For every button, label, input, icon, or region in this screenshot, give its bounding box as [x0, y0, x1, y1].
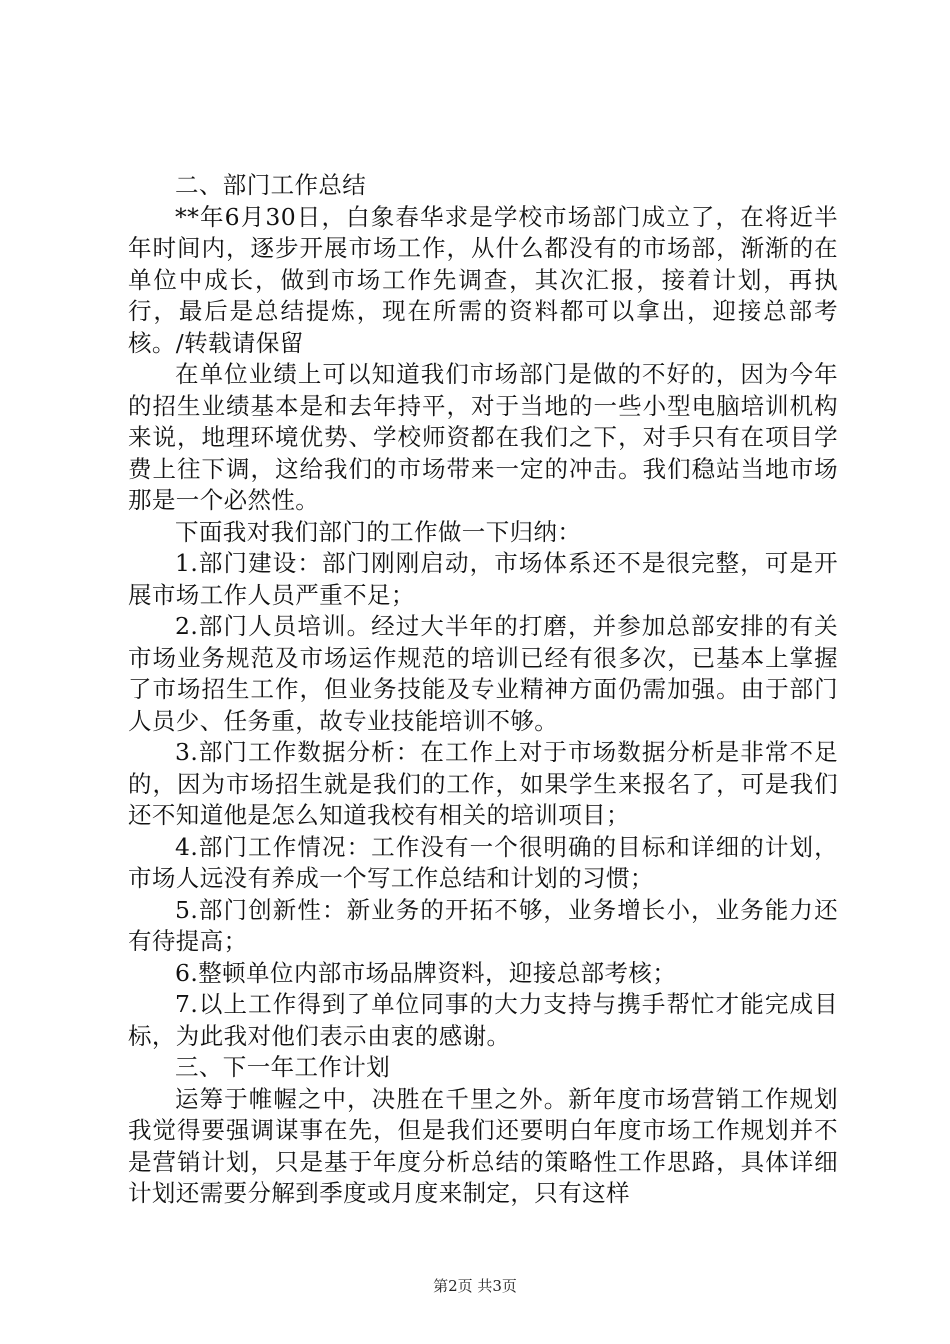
list-item-5: 5.部门创新性：新业务的开拓不够，业务增长小，业务能力还有待提高；: [128, 895, 838, 955]
section-heading-summary: 二、部门工作总结: [175, 171, 367, 199]
list-item-4: 4.部门工作情况：工作没有一个很明确的目标和详细的计划，市场人远没有养成一个写工作总结和计划的习惯；: [128, 832, 838, 892]
list-item-6: 6.整顿单位内部市场品牌资料，迎接总部考核；: [175, 958, 677, 987]
list-item-2: 2.部门人员培训。经过大半年的打磨，并参加总部安排的有关市场业务规范及市场运作规范的培训已经有很多次，已基本上掌握了市场招生工作，但业务技能及专业精神方面仍需加强。由于部门人员少、任务重，故专业技能培训不够。: [128, 612, 838, 735]
paragraph-performance: 在单位业绩上可以知道我们市场部门是做的不好的，因为今年的招生业绩基本是和去年持平，对于当地的一些小型电脑培训机构来说，地理环境优势、学校师资都在我们之下，对手只有在项目学费上往下调，这给我们的市场带来一定的冲击。我们稳站当地市场那是一个必然性。: [128, 360, 838, 514]
paragraph-summary-intro: 下面我对我们部门的工作做一下归纳：: [175, 517, 582, 546]
paragraph-founding: **年6月30日，白象春华求是学校市场部门成立了，在将近半年时间内，逐步开展市场工作，从什么都没有的市场部，渐渐的在单位中成长，做到市场工作先调查，其次汇报，接着计划，再执行，最后是总结提炼，现在所需的资料都可以拿出，迎接总部考核。/转载请保留: [128, 202, 838, 357]
list-item-7: 7.以上工作得到了单位同事的大力支持与携手帮忙才能完成目标，为此我对他们表示由衷的感谢。: [128, 990, 838, 1050]
page-number-footer: 第2页 共3页: [433, 1277, 517, 1295]
list-item-1: 1.部门建设：部门刚刚启动，市场体系还不是很完整，可是开展市场工作人员严重不足；: [128, 549, 838, 609]
document-body: [128, 170, 838, 1210]
section-heading-plan: 三、下一年工作计划: [175, 1053, 391, 1081]
list-item-3: 3.部门工作数据分析：在工作上对于市场数据分析是非常不足的，因为市场招生就是我们的工作，如果学生来报名了，可是我们还不知道他是怎么知道我校有相关的培训项目；: [128, 738, 838, 829]
paragraph-plan: 运筹于帷幄之中，决胜在千里之外。新年度市场营销工作规划我觉得要强调谋事在先，但是我们还要明白年度市场工作规划并不是营销计划，只是基于年度分析总结的策略性工作思路，具体详细计划还需要分解到季度或月度来制定，只有这样: [128, 1084, 838, 1207]
